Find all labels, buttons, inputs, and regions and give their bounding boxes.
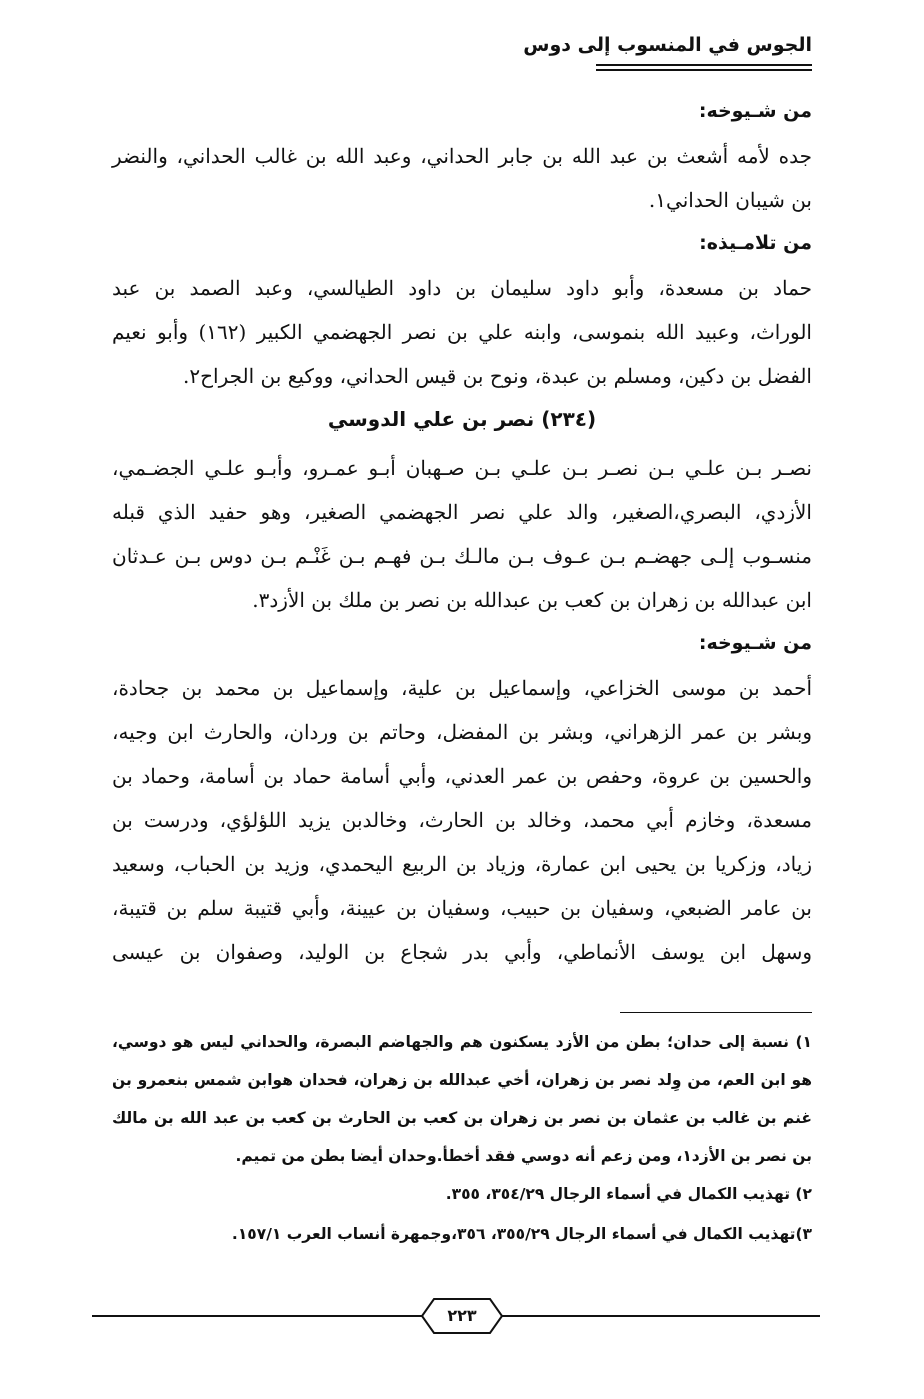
footnote-line: بن نصر بن الأزد١، ومن زعم أنه دوسي فقد أخطأ.وحدان أيضا بطن من تميم. — [235, 1147, 812, 1165]
body-line: وسهل ابن يوسف الأنماطي، وأبي بدر شجاع بن الوليد، وصفوان بن عيسى — [112, 940, 812, 964]
entry-title: (٢٣٤) نصر بن علي الدوسي — [327, 407, 597, 431]
teachers-heading: من شـيوخه: — [698, 632, 812, 654]
header-rule-top — [596, 64, 812, 66]
body-line: مسعدة، وخازم أبي محمد، وخالد بن الحارث، وخالدبن يزيد اللؤلؤي، ودرست بن — [112, 808, 812, 832]
footnote-line: غنم بن غالب بن عثمان بن نصر بن زهران بن كعب بن الحارث بن كعب بن عبد الله بن مالك — [112, 1109, 812, 1127]
body-line: بن عامر الضبعي، وسفيان بن حبيب، وسفيان بن عيينة، وأبي قتيبة سلم بن قتيبة، — [112, 896, 812, 920]
body-line: بن شيبان الحداني١. — [648, 188, 812, 212]
body-line: وبشر بن عمر الزهراني، وبشر بن المفضل، وحاتم بن وردان، والحارث ابن وجيه، — [112, 720, 812, 744]
body-line: منسـوب إلـى جهضـم بـن عـوف بـن مالـك بـن فهـم بـن غَنْـم بـن دوس بـن عـدثان — [112, 544, 812, 568]
teachers-heading: من شـيوخه: — [698, 100, 812, 122]
body-line: جده لأمه أشعث بن عبد الله بن جابر الحداني، وعبد الله بن غالب الحداني، والنضر — [112, 144, 812, 168]
footer-rule-left — [92, 1315, 422, 1317]
page-number-frame — [420, 1297, 504, 1335]
body-line: نصـر بـن علـي بـن نصـر بـن علـي بـن صـهبان أبـو عمـرو، وأبـو علـي الجضـمي، — [112, 456, 812, 480]
body-line: زياد، وزكريا بن يحيى ابن عمارة، وزياد بن الربيع اليحمدي، وزيد بن الحباب، وسعيد — [112, 852, 812, 876]
body-line: الأزدي، البصري،الصغير، والد علي نصر الجهضمي الصغير، وهو حفيد الذي قبله — [112, 500, 812, 524]
footnote-2: ٢) تهذيب الكمال في أسماء الرجال ٣٥٤/٢٩، ٣٥٥. — [445, 1185, 812, 1203]
running-head: الجوس في المنسوب إلى دوس — [523, 34, 812, 56]
footnote-3: ٣)تهذيب الكمال في أسماء الرجال ٣٥٥/٢٩، ٣٥٦،وجمهرة أنساب العرب ١٥٧/١. — [231, 1225, 812, 1243]
body-line: الوراث، وعبيد الله بنموسى، وابنه علي بن نصر الجهضمي الكبير (١٦٢) وأبو نعيم — [112, 320, 812, 344]
header-rule-bottom — [596, 69, 812, 71]
body-line: أحمد بن موسى الخزاعي، وإسماعيل بن علية، وإسماعيل بن محمد بن جحادة، — [112, 676, 813, 700]
body-line: ابن عبدالله بن زهران بن كعب بن عبدالله بن نصر بن ملك بن الأزد٣. — [252, 588, 812, 612]
footnote-separator — [620, 1012, 812, 1013]
footer-rule-right — [502, 1315, 820, 1317]
body-line: والحسين بن عروة، وحفص بن عمر العدني، وأبي أسامة حماد بن أسامة، وحماد بن — [112, 764, 812, 788]
body-line: الفضل بن دكين، ومسلم بن عبدة، ونوح بن قيس الحداني، ووكيع بن الجراح٢. — [183, 364, 812, 388]
students-heading: من تلامـيذه: — [699, 232, 812, 254]
body-line: حماد بن مسعدة، وأبو داود سليمان بن داود الطيالسي، وعبد الصمد بن عبد — [112, 276, 812, 300]
footnote-line: هو ابن العم، من وِلد نصر بن زهران، أخي عبدالله بن زهران، فحدان هوابن شمس بنعمرو بن — [112, 1071, 812, 1089]
page-number: ٢٢٣ — [447, 1306, 477, 1325]
footnote-line: ١) نسبة إلى حدان؛ بطن من الأزد يسكنون هم والجهاضم البصرة، والحداني ليس هو دوسي، — [112, 1033, 812, 1051]
